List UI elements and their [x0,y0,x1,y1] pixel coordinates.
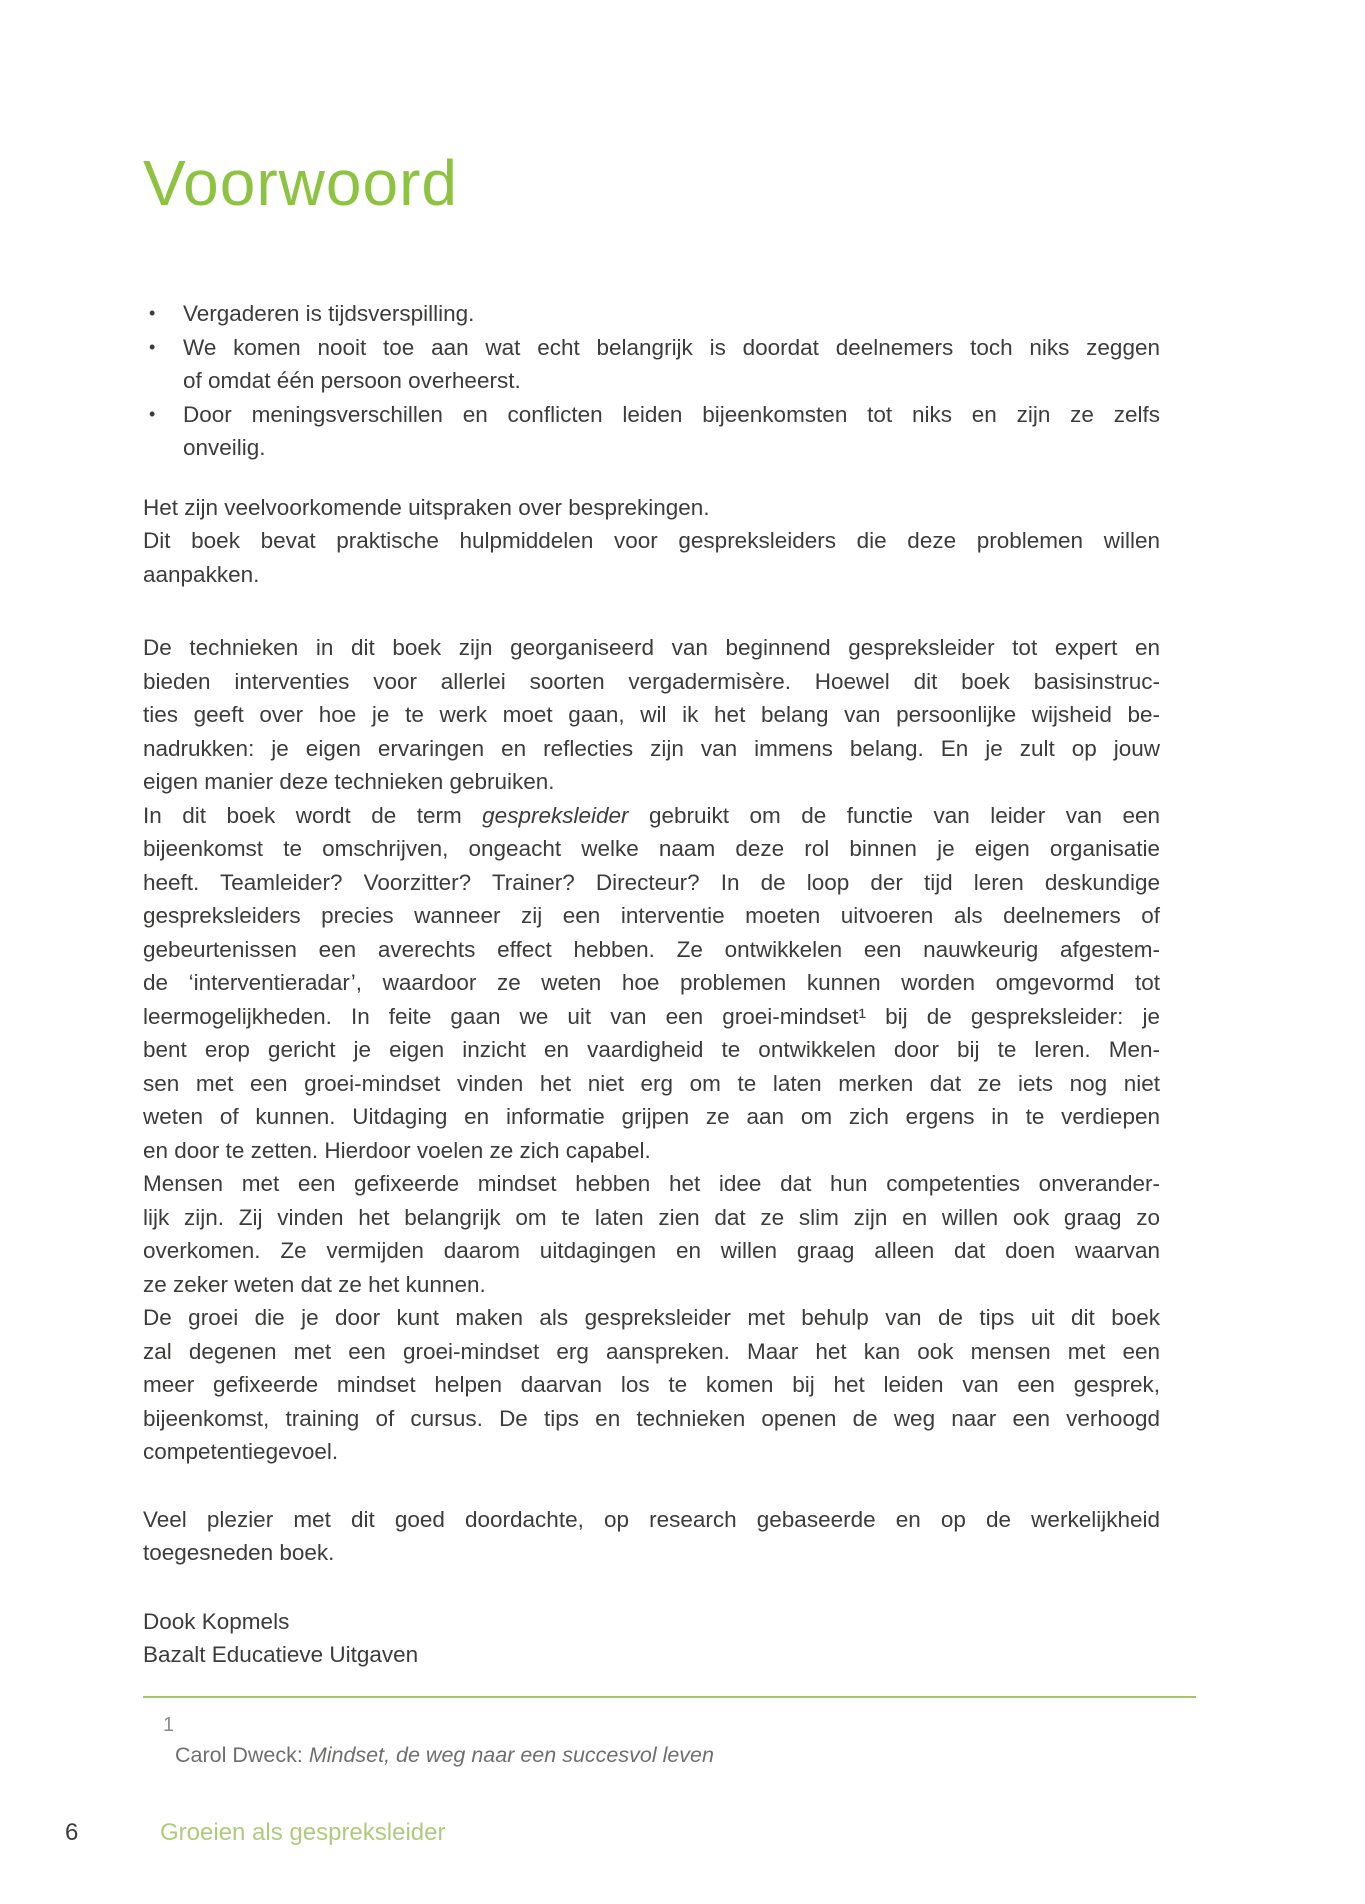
footnote-number: 1 [163,1713,175,1736]
text-line: de ‘interventieradar’, waardoor ze weten hoe problemen kunnen worden omgevormd tot [143,970,1160,995]
text-line: Mensen met een gefixeerde mindset hebben het idee dat hun competenties onverander- [143,1171,1160,1196]
text-line: aanpakken. [143,561,260,587]
text-line: heeft. Teamleider? Voorzitter? Trainer? Directeur? In de loop der tijd leren deskundige [143,869,1160,895]
text-line: gebeurtenissen een averechts effect hebben. Ze ontwikkelen een nauwkeurig afgestem- [143,936,1160,962]
text-line: Bazalt Educatieve Uitgaven [143,1642,419,1667]
text-line: bent erop gericht je eigen inzicht en vaardigheid te ontwikkelen door bij te leren. Men- [143,1037,1160,1062]
text-line: Vergaderen is tijdsverspilling. [183,301,475,326]
text-line: ties geeft over hoe je te werk moet gaan, wil ik het belang van persoonlijke wijsheid be- [143,702,1160,727]
text-line: of omdat één persoon overheerst. [183,368,521,393]
text-line: Dit boek bevat praktische hulpmiddelen voor gespreksleiders die deze problemen willen [143,528,1160,553]
text-line: competentiegevoel. [143,1439,339,1464]
text-line: ze zeker weten dat ze het kunnen. [143,1271,486,1297]
footnote-text [175,1740,1160,1770]
footnote-section [143,1696,1160,1770]
text-line: Dook Kopmels [143,1608,290,1634]
text-line: Carol Dweck: Mindset, de weg naar een succesvol leven [175,1742,714,1767]
text-line: zal degenen met een groei-mindset erg aanspreken. Maar het kan ook mensen met een [143,1338,1160,1364]
bullet-item [143,331,1160,398]
paragraph-intro [143,491,1160,592]
text-line: meer gefixeerde mindset helpen daarvan los te komen bij het leiden van een gesprek, [143,1372,1160,1397]
text-line: De technieken in dit boek zijn georganiseerd van beginnend gespreksleider tot expert en [143,635,1160,660]
text-line: In dit boek wordt de term gespreksleider gebruikt om de functie van leider van een [143,802,1160,828]
bullet-dot-icon: • [149,303,156,323]
text-line: bijeenkomst te omschrijven, ongeacht welke naam deze rol binnen je eigen organisatie [143,836,1160,861]
text-line: De groei die je door kunt maken als gespreksleider met behulp van de tips uit dit boek [143,1305,1160,1330]
text-column [143,0,1160,1770]
page-title: Voorwoord [143,147,458,219]
text-line: en door te zetten. Hierdoor voelen ze zich capabel. [143,1137,651,1163]
text-line: leermogelijkheden. In feite gaan we uit van een groei-mindset¹ bij de gespreksleider: je [143,1003,1160,1029]
text-line: Door meningsverschillen en conflicten leiden bijeenkomsten tot niks en zijn ze zelfs [183,401,1160,427]
bullet-item [143,398,1160,465]
bullet-item [143,297,1160,331]
text-line: Het zijn veelvoorkomende uitspraken over besprekingen. [143,494,710,520]
text-line: lijk zijn. Zij vinden het belangrijk om te laten zien dat ze slim zijn en willen ook graag zo [143,1204,1160,1230]
text-line: toegesneden boek. [143,1540,335,1565]
paragraph-main [143,631,1160,1469]
text-line: bieden interventies voor allerlei soorten vergadermisère. Hoewel dit boek basisinstruc- [143,668,1160,694]
text-line: We komen nooit toe aan wat echt belangrijk is doordat deelnemers toch niks zeggen [183,334,1160,360]
text-line: gespreksleiders precies wanneer zij een interventie moeten uitvoeren als deelnemers of [143,903,1160,928]
page-footer [0,1818,1365,1858]
bullet-text [183,331,1160,398]
text-line: weten of kunnen. Uitdaging en informatie grijpen ze aan om zich ergens in te verdiepen [143,1104,1160,1129]
text-line: eigen manier deze technieken gebruiken. [143,769,555,794]
text-line: nadrukken: je eigen ervaringen en reflecties zijn van immens belang. En je zult op jouw [143,735,1160,761]
text-line: overkomen. Ze vermijden daarom uitdagingen en willen graag alleen dat doen waarvan [143,1238,1160,1263]
bullet-text [183,297,1160,331]
page-number: 6 [65,1819,79,1846]
text-line: onveilig. [183,435,266,460]
bullet-dot-icon: • [149,403,156,424]
footnote-divider [143,1696,1196,1698]
bullet-text [183,398,1160,465]
running-book-title: Groeien als gespreksleider [160,1819,446,1846]
text-line: sen met een groei-mindset vinden het niet erg om te laten merken dat ze iets nog niet [143,1070,1160,1096]
text-line: bijeenkomst, training of cursus. De tips en technieken openen de weg naar een verhoogd [143,1405,1160,1431]
text-line: Veel plezier met dit goed doordachte, op research gebaseerde en op de werkelijkheid [143,1506,1160,1532]
bullet-dot-icon: • [149,336,156,357]
paragraph-closing [143,1503,1160,1570]
signature-block [143,1605,1160,1672]
bullet-list [143,297,1160,465]
